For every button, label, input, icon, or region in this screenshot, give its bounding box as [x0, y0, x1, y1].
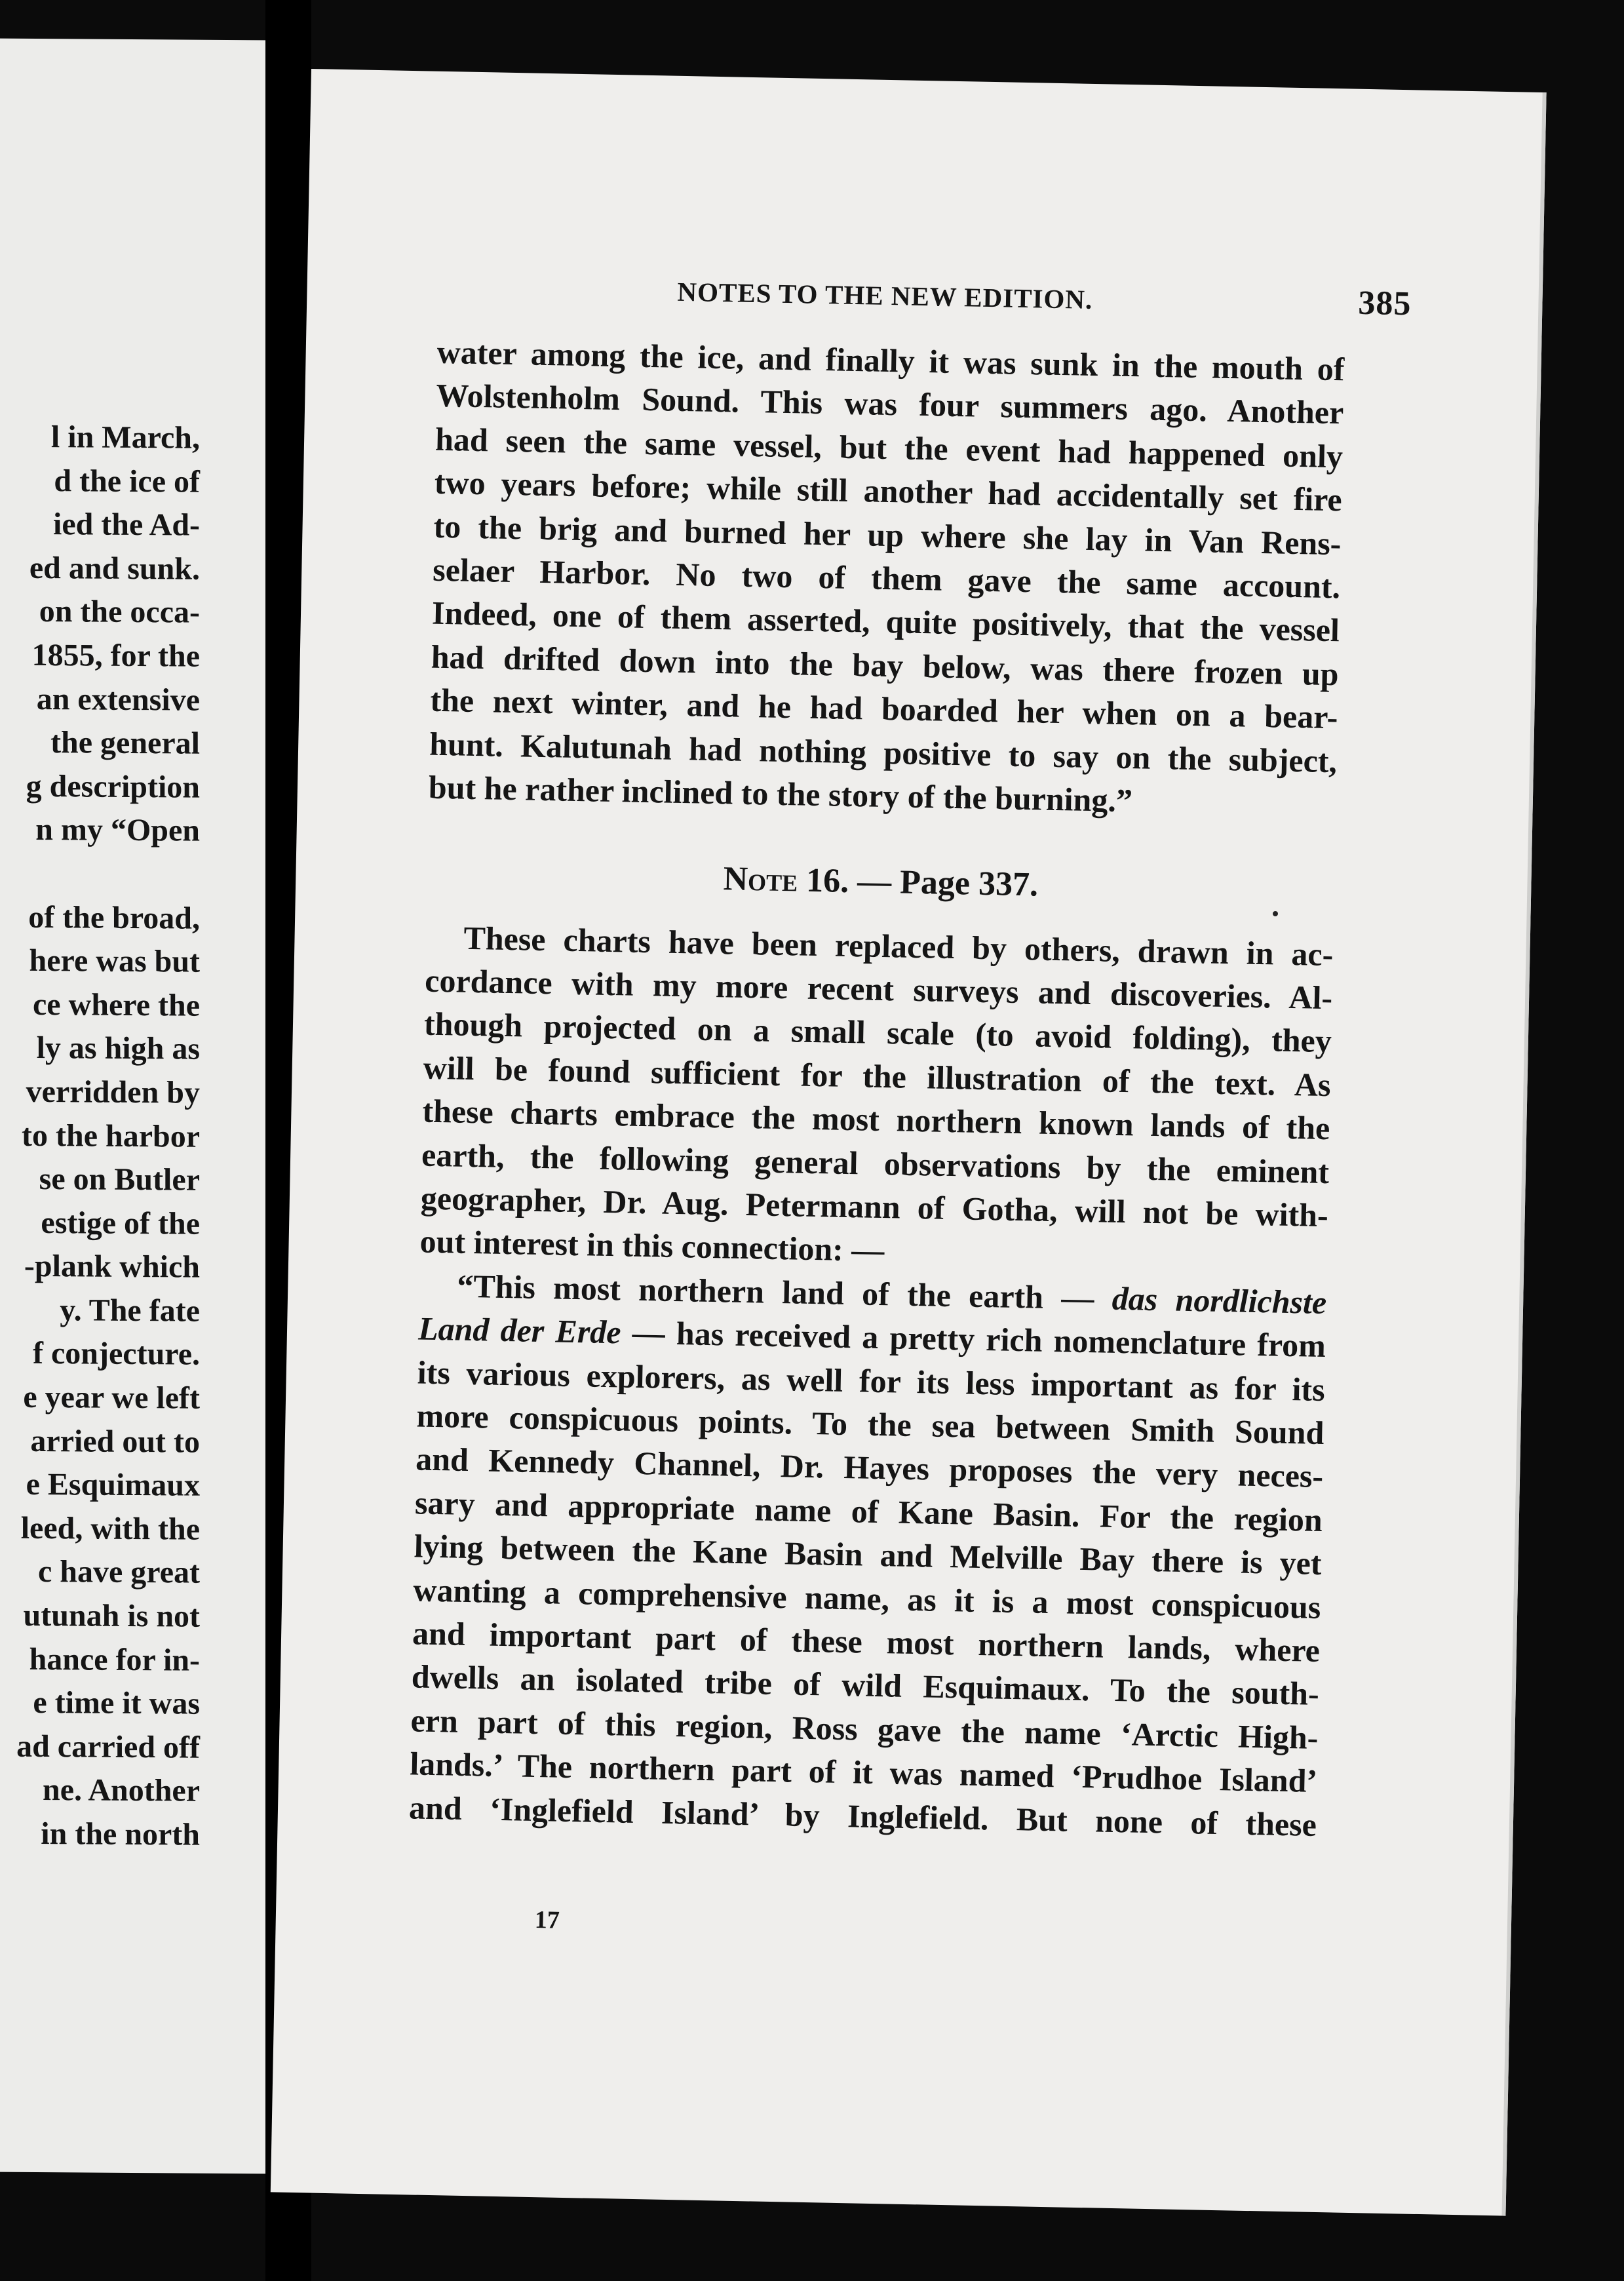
left-text-line: e time it was — [33, 1685, 200, 1721]
text-line: these charts embrace the most northern known lands of the — [421, 1092, 1330, 1147]
text-line: and important part of these most northern lands, where — [412, 1614, 1321, 1669]
text-line: had drifted down into the bay below, was there frozen up — [431, 638, 1340, 692]
left-text-line — [0, 851, 200, 897]
text-line: geographer, Dr. Aug. Petermann of Gotha, will not be with- — [420, 1179, 1329, 1234]
text-line: dwells an isolated tribe of wild Esquimaux. To the south- — [411, 1658, 1320, 1713]
text-line: wanting a comprehensive name, as it is a most conspicuous — [412, 1570, 1321, 1626]
quote-line2-rest: — has received a pretty rich nomenclature from — [620, 1314, 1326, 1365]
text-line: and Kennedy Channel, Dr. Hayes proposes the very neces- — [415, 1440, 1324, 1495]
text-line: and ‘Inglefield Island’ by Inglefield. But none of these — [408, 1788, 1317, 1843]
left-text-line: in the north — [41, 1816, 200, 1852]
text-line: selaer Harbor. No two of them gave the same account. — [432, 551, 1341, 606]
speck — [1273, 911, 1278, 916]
quote-italic-phrase-2: Land der Erde — [417, 1310, 622, 1351]
left-page-text — [0, 415, 200, 1857]
text-line: Indeed, one of them asserted, quite positively, that the vessel — [431, 595, 1340, 649]
text-line: had seen the same vessel, but the event had happened only — [435, 420, 1344, 475]
left-page — [0, 39, 265, 2174]
page-number: 385 — [1357, 284, 1412, 323]
text-line: though projected on a small scale (to avoid folding), they — [423, 1005, 1332, 1060]
quote-italic-phrase: das nordlichste — [1112, 1279, 1327, 1321]
text-line: out interest in this connection: — — [419, 1222, 885, 1269]
left-text-line: ied the Ad- — [52, 507, 200, 543]
text-line: hunt. Kalutunah had nothing positive to say on the subject, — [429, 725, 1338, 779]
left-text-line: l in March, — [50, 419, 200, 456]
text-line: These charts have been replaced by others, drawn in ac- — [463, 919, 1334, 973]
left-text-line: -plank which — [24, 1249, 200, 1285]
running-header-title: NOTES TO THE NEW EDITION. — [677, 276, 1093, 315]
left-text-line: f conjecture. — [33, 1336, 200, 1373]
note-heading-rest: 16. — Page 337. — [805, 862, 1039, 904]
left-text-line: ce where the — [33, 986, 200, 1023]
left-text-line: ed and sunk. — [29, 550, 200, 587]
text-line: two years before; while still another had accidentally set fire — [434, 463, 1343, 518]
note-heading — [427, 852, 1335, 913]
left-text-line: to the harbor — [22, 1118, 200, 1154]
left-text-line: y. The fate — [60, 1293, 200, 1329]
text-line: to the brig and burned her up where she lay in Van Rens- — [433, 507, 1342, 562]
left-text-line: e year we left — [23, 1379, 200, 1416]
paragraph-charts — [419, 915, 1334, 1281]
text-line: lands.’ The northern part of it was named ‘Prudhoe Island’ — [409, 1745, 1318, 1800]
main-text — [408, 330, 1345, 1846]
left-text-line: hance for in- — [29, 1641, 200, 1678]
left-text-line: n my “Open — [35, 812, 200, 849]
left-text-line: utunah is not — [23, 1597, 200, 1634]
left-text-line: here was but — [29, 943, 200, 979]
text-line: Wolstenholm Sound. This was four summers ago. Another — [435, 377, 1344, 431]
left-text-line: ad carried off — [16, 1728, 200, 1765]
left-text-line: the general — [50, 725, 200, 761]
signature-mark: 17 — [534, 1906, 560, 1934]
left-text-line: ly as high as — [36, 1030, 200, 1067]
left-text-line: ne. Another — [43, 1772, 200, 1809]
left-text-line: e Esquimaux — [26, 1467, 200, 1503]
text-line: cordance with my more recent surveys and discoveries. Al- — [424, 962, 1333, 1017]
quote-start: “This most northern land of the earth — — [456, 1267, 1113, 1317]
left-text-line: g description — [26, 768, 200, 805]
left-text-line: an extensive — [36, 681, 200, 718]
right-page — [271, 69, 1547, 2216]
left-text-line: estige of the — [41, 1205, 200, 1241]
left-text-line: 1855, for the — [31, 637, 200, 674]
left-text-line: c have great — [37, 1554, 200, 1591]
left-text-line: se on Butler — [39, 1161, 200, 1198]
note-heading-word: Note — [723, 860, 798, 899]
text-line: more conspicuous points. To the sea between Smith Sound — [416, 1397, 1324, 1452]
text-line: but he rather inclined to the story of the burning.” — [428, 768, 1133, 819]
left-text-line: verridden by — [26, 1074, 200, 1110]
text-line: the next winter, and he had boarded her when on a bear- — [430, 681, 1338, 736]
left-text-line: leed, with the — [20, 1510, 200, 1547]
paragraph-continuation — [428, 330, 1345, 827]
text-line: lying between the Kane Basin and Melville Bay there is yet — [414, 1527, 1323, 1582]
left-text-line: d the ice of — [54, 463, 200, 499]
text-line: will be found sufficient for the illustration of the text. As — [423, 1049, 1332, 1104]
running-header — [677, 276, 1412, 323]
left-text-line: arried out to — [30, 1423, 200, 1460]
left-text-line: of the broad, — [28, 899, 200, 936]
text-line: its various explorers, as well for its less important as for its — [417, 1354, 1326, 1408]
paragraph-quote — [408, 1263, 1326, 1846]
text-line: water among the ice, and finally it was sunk in the mouth of — [436, 333, 1345, 388]
left-text-line: on the occa- — [39, 594, 200, 631]
text-line: ern part of this region, Ross gave the name ‘Arctic High- — [410, 1702, 1319, 1756]
text-line: earth, the following general observations by the eminent — [421, 1136, 1330, 1190]
text-line: sary and appropriate name of Kane Basin. For the region — [414, 1484, 1323, 1538]
